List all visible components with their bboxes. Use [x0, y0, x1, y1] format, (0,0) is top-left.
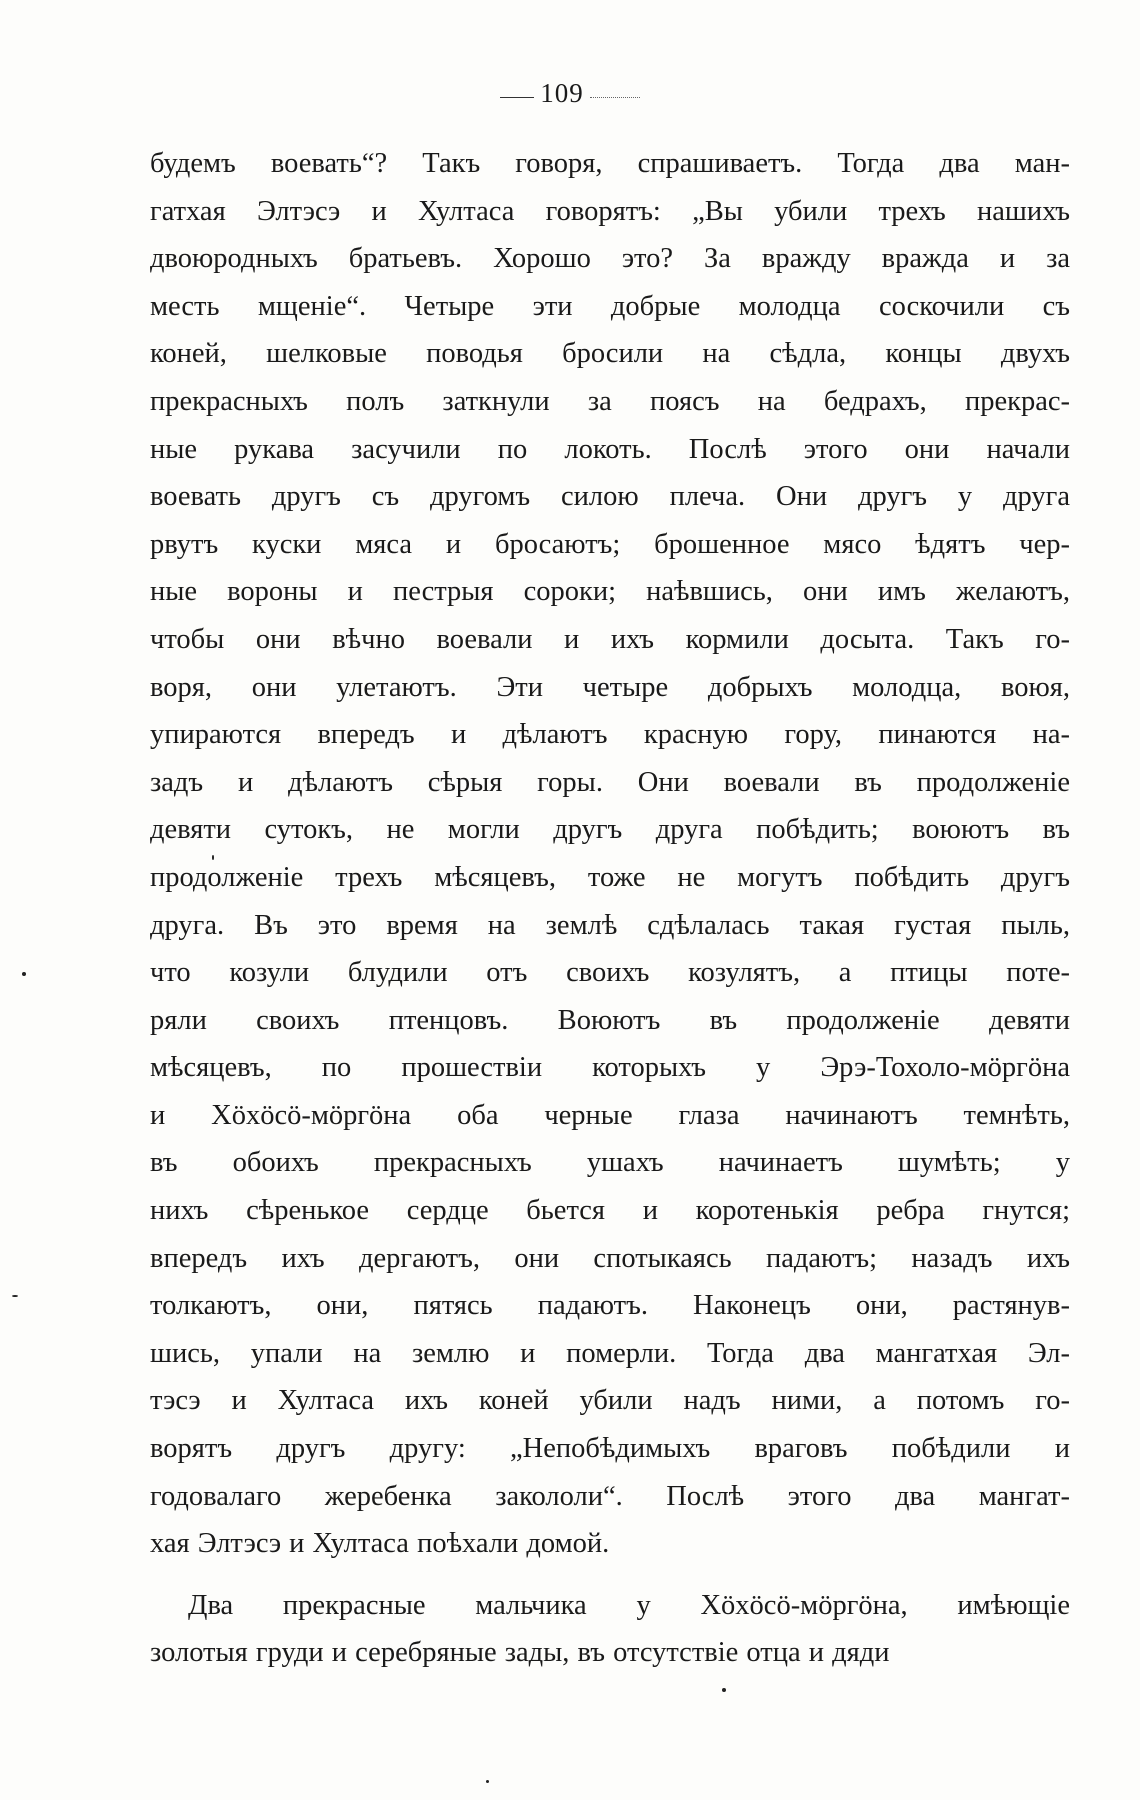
- header-rule-left: [500, 97, 534, 98]
- text-line: въ обоихъ прекрасныхъ ушахъ начинаетъ шумѣть; у: [150, 1147, 1070, 1179]
- text-line: девяти сутокъ, не могли другъ друга побѣдить; воюютъ въ: [150, 814, 1070, 846]
- text-line: гатхая Элтэсэ и Хултаса говорятъ: „Вы убили трехъ нашихъ: [150, 195, 1070, 227]
- text-line: упираются впередъ и дѣлаютъ красную гору, пинаются на-: [150, 719, 1070, 751]
- text-line: толкаютъ, они, пятясь падаютъ. Наконецъ они, растянув-: [150, 1290, 1070, 1322]
- text-line: годовалаго жеребенка закололи“. Послѣ этого два мангат-: [150, 1480, 1070, 1512]
- text-line: впередъ ихъ дергаютъ, они спотыкаясь падаютъ; назадъ ихъ: [150, 1242, 1070, 1274]
- text-line: месть мщеніе“. Четыре эти добрые молодца соскочили съ: [150, 290, 1070, 322]
- text-line: воевать другъ съ другомъ силою плеча. Они другъ у друга: [150, 481, 1070, 513]
- text-line: рвутъ куски мяса и бросаютъ; брошенное мясо ѣдятъ чер-: [150, 528, 1070, 560]
- paragraph: [150, 140, 1070, 1568]
- text-line: воря, они улетаютъ. Эти четыре добрыхъ молодца, воюя,: [150, 671, 1070, 703]
- text-line: продолженіе трехъ мѣсяцевъ, тоже не могутъ побѣдить другъ: [150, 861, 1070, 893]
- text-line: и Хöхöсö-мöргöна оба черные глаза начинаютъ темнѣть,: [150, 1099, 1070, 1131]
- text-line: ные вороны и пестрыя сороки; наѣвшись, они имъ желаютъ,: [150, 576, 1070, 608]
- text-line: золотыя груди и серебряные зады, въ отсутствіе отца и дяди: [150, 1637, 890, 1669]
- text-line: нихъ сѣренькое сердце бьется и коротенькія ребра гнутся;: [150, 1195, 1070, 1227]
- scan-speck: [722, 1688, 726, 1692]
- text-line: коней, шелковые поводья бросили на сѣдла, концы двухъ: [150, 338, 1070, 370]
- text-line: будемъ воевать“? Такъ говоря, спрашиваетъ. Тогда два ман-: [150, 148, 1070, 179]
- text-line: хая Элтэсэ и Хултаса поѣхали домой.: [150, 1528, 610, 1560]
- text-line: двоюродныхъ братьевъ. Хорошо это? За вражду вражда и за: [150, 243, 1070, 275]
- text-line: прекрасныхъ полъ заткнули за поясъ на бедрахъ, прекрас-: [150, 385, 1070, 417]
- scan-speck: [212, 855, 214, 860]
- text-line: чтобы они вѣчно воевали и ихъ кормили досыта. Такъ го-: [150, 623, 1070, 655]
- header-rule-right: [590, 97, 640, 98]
- scan-speck: [12, 1295, 18, 1297]
- text-line: ворятъ другъ другу: „Непобѣдимыхъ враговъ побѣдили и: [150, 1433, 1070, 1465]
- text-line: мѣсяцевъ, по прошествіи которыхъ у Эрэ-Тохоло-мöргöна: [150, 1052, 1070, 1084]
- paragraph: [150, 1582, 1070, 1677]
- text-line: шись, упали на землю и померли. Тогда два мангатхая Эл-: [150, 1337, 1070, 1369]
- body-text: [150, 140, 1070, 1677]
- scan-speck: [486, 1780, 489, 1783]
- page-number-header: [0, 78, 1140, 109]
- text-line: ряли своихъ птенцовъ. Воюютъ въ продолженіе девяти: [150, 1004, 1070, 1036]
- page-number: 109: [540, 78, 584, 108]
- text-line: Два прекрасные мальчика у Хöхöсö-мöргöна, имѣющіе: [188, 1589, 1070, 1621]
- text-line: друга. Въ это время на землѣ сдѣлалась такая густая пыль,: [150, 909, 1070, 941]
- text-line: тэсэ и Хултаса ихъ коней убили надъ ними, а потомъ го-: [150, 1385, 1070, 1417]
- paragraph-gap: [150, 1568, 1070, 1582]
- text-line: задъ и дѣлаютъ сѣрыя горы. Они воевали въ продолженіе: [150, 766, 1070, 798]
- scan-speck: [22, 972, 26, 976]
- text-line: ные рукава засучили по локоть. Послѣ этого они начали: [150, 433, 1070, 465]
- text-line: что козули блудили отъ своихъ козулятъ, а птицы поте-: [150, 957, 1070, 989]
